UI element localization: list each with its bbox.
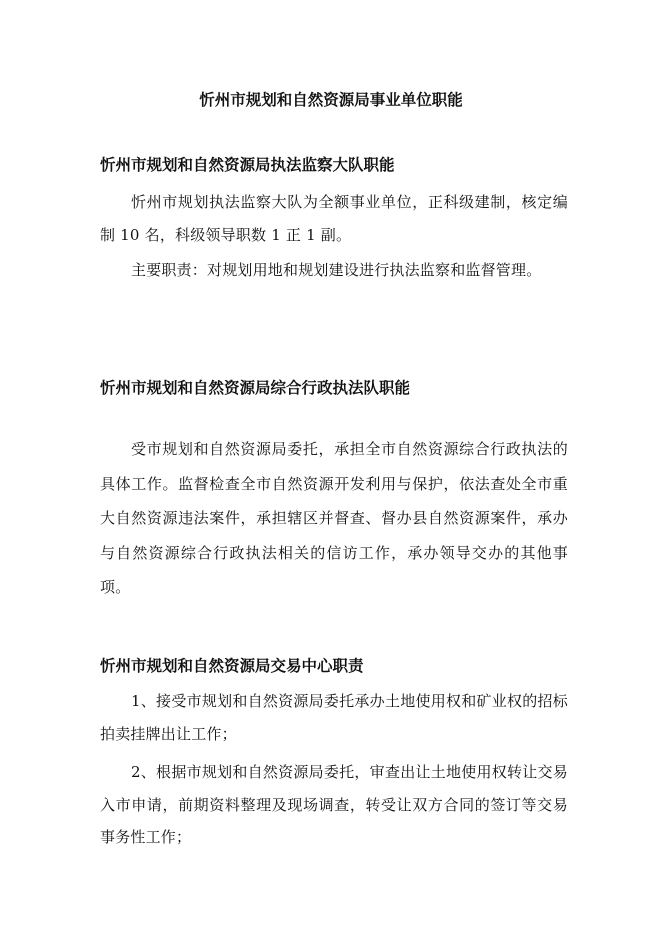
section-heading-comprehensive-enforcement-team: 忻州市规划和自然资源局综合行政执法队职能 [100, 379, 411, 397]
document-title: 忻州市规划和自然资源局事业单位职能 [199, 91, 463, 109]
section-heading-trading-center: 忻州市规划和自然资源局交易中心职责 [100, 657, 364, 675]
paragraph-trading-center-item-2: 2、根据市规划和自然资源局委托，审查出让土地使用权转让交易入市申请，前期资料整理及现场调查，转受让双方合同的签订等交易事务性工作； [100, 763, 568, 846]
paragraph-trading-center-item-1: 1、接受市规划和自然资源局委托承办土地使用权和矿业权的招标拍卖挂牌出让工作； [100, 692, 568, 743]
paragraph-brigade-duties: 主要职责：对规划用地和规划建设进行执法监察和监督管理。 [131, 261, 542, 279]
paragraph-brigade-overview: 忻州市规划执法监察大队为全额事业单位，正科级建制，核定编制 10 名，科级领导职数 1 正 1 副。 [100, 193, 568, 244]
section-heading-law-enforcement-brigade: 忻州市规划和自然资源局执法监察大队职能 [100, 156, 395, 174]
paragraph-enforcement-team-duties: 受市规划和自然资源局委托，承担全市自然资源综合行政执法的具体工作。监督检查全市自然资源开发利用与保护，依法查处全市重大自然资源违法案件，承担辖区并督查、督办县自然资源案件，承办与自然资源综合行政执法相关的信访工作，承办领导交办的其他事项。 [100, 440, 568, 596]
